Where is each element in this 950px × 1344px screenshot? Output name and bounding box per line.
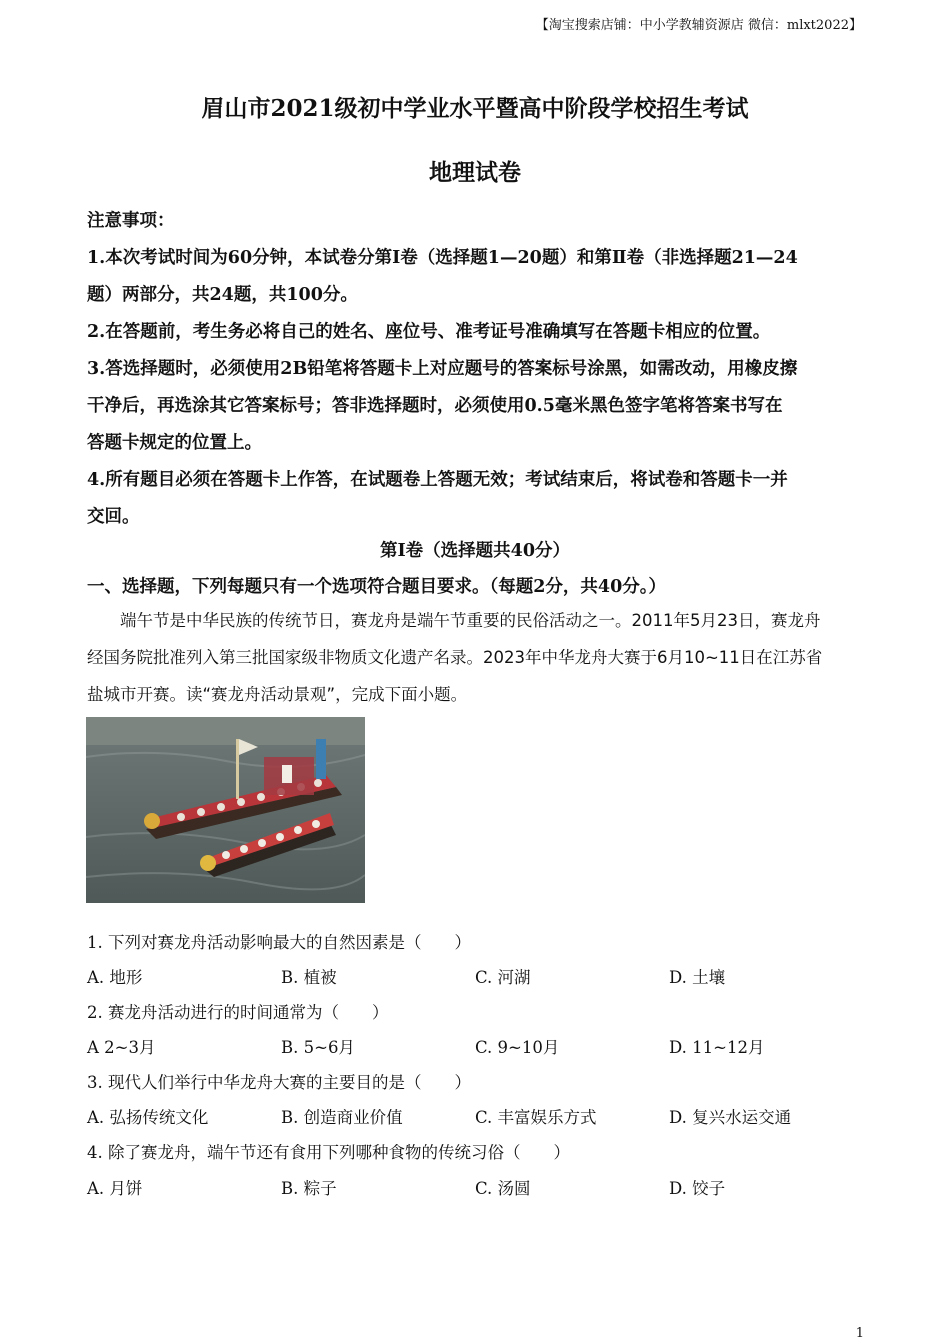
- question-2-option-d[interactable]: D. 11~12月: [669, 1038, 765, 1057]
- instruction-line: 干净后，再选涂其它答案标号；答非选择题时，必须使用0.5毫米黑色签字笔将答案书写在: [87, 396, 783, 416]
- question-1-option-b[interactable]: B. 植被: [281, 968, 337, 987]
- instruction-line: 2.在答题前，考生务必将自己的姓名、座位号、准考证号准确填写在答题卡相应的位置。: [87, 322, 771, 342]
- question-3-option-a[interactable]: A. 弘扬传统文化: [87, 1108, 209, 1127]
- page-number: 1: [855, 1326, 864, 1341]
- header-note: 【淘宝搜索店铺：中小学教辅资源店 微信：mlxt2022】: [535, 18, 862, 33]
- instruction-line: 3.答选择题时，必须使用2B铅笔将答题卡上对应题号的答案标号涂黑，如需改动，用橡皮擦: [87, 359, 798, 379]
- question-1-option-d[interactable]: D. 土壤: [669, 968, 726, 987]
- question-4-option-c[interactable]: C. 汤圆: [475, 1179, 531, 1198]
- question-3-option-d[interactable]: D. 复兴水运交通: [669, 1108, 792, 1127]
- passage-line: 经国务院批准列入第三批国家级非物质文化遗产名录。2023年中华龙舟大赛于6月10~11日在江苏省: [87, 648, 823, 667]
- instructions-heading: 注意事项：: [87, 211, 175, 231]
- instruction-line: 答题卡规定的位置上。: [87, 433, 262, 453]
- passage-line: 盐城市开赛。读“赛龙舟活动景观”，完成下面小题。: [87, 685, 468, 704]
- dragon-boat-photo: [86, 717, 365, 903]
- question-4-option-a[interactable]: A. 月饼: [87, 1179, 143, 1198]
- question-3: 3. 现代人们举行中华龙舟大赛的主要目的是（ ）: [87, 1073, 471, 1092]
- question-2-option-b[interactable]: B. 5~6月: [281, 1038, 355, 1057]
- question-2-option-c[interactable]: C. 9~10月: [475, 1038, 560, 1057]
- question-3-option-b[interactable]: B. 创造商业价值: [281, 1108, 403, 1127]
- question-4: 4. 除了赛龙舟，端午节还有食用下列哪种食物的传统习俗（ ）: [87, 1143, 570, 1162]
- question-1-option-a[interactable]: A. 地形: [87, 968, 143, 987]
- instruction-line: 交回。: [87, 507, 140, 527]
- question-2: 2. 赛龙舟活动进行的时间通常为（ ）: [87, 1003, 389, 1022]
- reading-passage: [87, 602, 867, 713]
- section-title: 第Ⅰ卷（选择题共40分）: [379, 541, 571, 561]
- exam-title: 眉山市2021级初中学业水平暨高中阶段学校招生考试: [201, 95, 749, 122]
- question-3-option-c[interactable]: C. 丰富娱乐方式: [475, 1108, 597, 1127]
- question-1: 1. 下列对赛龙舟活动影响最大的自然因素是（ ）: [87, 933, 471, 952]
- instruction-line: 题）两部分，共24题，共100分。: [87, 285, 358, 305]
- question-4-option-d[interactable]: D. 饺子: [669, 1179, 726, 1198]
- exam-subject-title: 地理试卷: [429, 159, 521, 186]
- question-2-option-a[interactable]: A 2~3月: [87, 1038, 156, 1057]
- passage-line: 端午节是中华民族的传统节日，赛龙舟是端午节重要的民俗活动之一。2011年5月23日，赛龙舟: [87, 611, 821, 630]
- question-1-option-c[interactable]: C. 河湖: [475, 968, 531, 987]
- section-heading: 一、选择题，下列每题只有一个选项符合题目要求。（每题2分，共40分。）: [87, 577, 667, 597]
- instruction-line: 1.本次考试时间为60分钟，本试卷分第Ⅰ卷（选择题1—20题）和第Ⅱ卷（非选择题21—24: [87, 248, 798, 268]
- instruction-line: 4.所有题目必须在答题卡上作答，在试题卷上答题无效；考试结束后，将试卷和答题卡一并: [87, 470, 788, 490]
- instructions: [87, 203, 867, 536]
- question-4-option-b[interactable]: B. 粽子: [281, 1179, 337, 1198]
